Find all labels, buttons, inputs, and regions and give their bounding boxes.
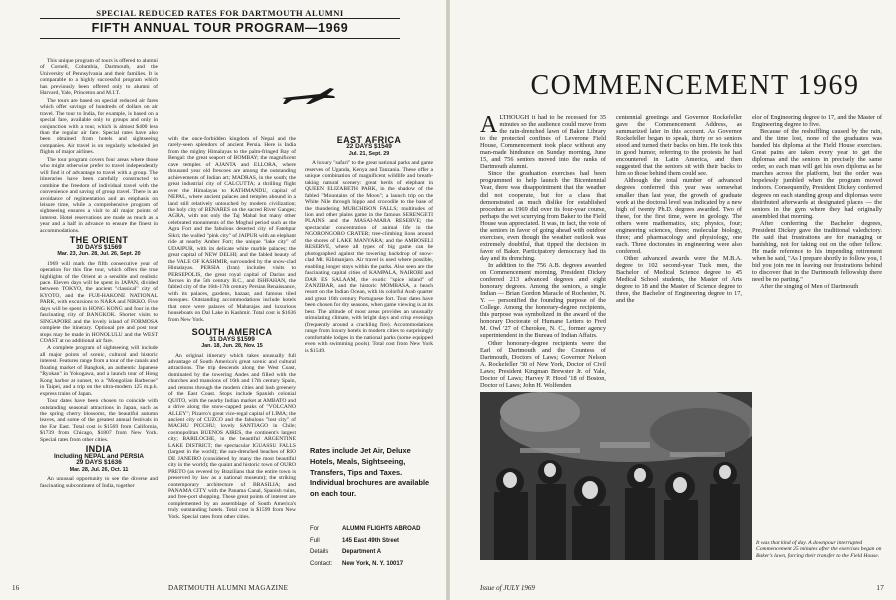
india-continued: with the once-forbidden kingdom of Nepal and the rarely-seen splendors of ancient Persia. Here is India from the mighty Himalayas to the palm-fringed Bay of Bengal: the great seaport of BOMBAY; the magnificent cave temples of AJANTA and ELLORA, where thousand year old frescoes are among the outstanding achievements of Indian art; MADRAS, in the south; the great industrial city of CALCUTTA; a thrilling flight over the Himalayas to KATHMANDU, capital of NEPAL, where ancient palaces and temples abound in a land still relatively untouched by modern civilization; the holy city of BENARES on the sacred River Ganges; AGRA, with not only the Taj Mahal but many other celebrated monuments of the Moghul period such as the Agra Fort and the fabulous deserted city of Fatehpur Sikri; the walled "pink city" of JAIPUR with an elephant ride at nearby Amber Fort; the unique "lake city" of UDAIPUR, with its delicate white marble palaces; the great capital of NEW DELHI; and the fabled beauty of the VALE OF KASHMIR, surrounded by the snow-clad Himalayas. PERSIA (Iran) includes visits to PERSEPOLIS, the great royal capital of Darius and Xerxes in the 5th century B.C., and ISHFAHAN, the fabled city of the 16th-17th century Persian Renaissance, with its palaces, gardens, bazaar, and famous tiled mosques. Outstanding accommodations include hotels that once were palaces of Maharajas and luxurious houseboats on Dal Lake in Kashmir. Total cost is $1636 from New York. [168, 136, 296, 323]
article-paragraph: LTHOUGH it had to be recessed for 35 minutes so the audience could move from the rain-drenched lawn of Baker Library to the protected confines of Leverone Field House, Commencement took place without any man-made hindrance on Sunday morning, June 15, and 756 seniors moved into the ranks of Dartmouth alumni. [480, 114, 606, 171]
east-africa-title: EAST AFRICA [336, 135, 402, 145]
india-price: 29 DAYS $1636 [76, 459, 122, 467]
contact-value: ALUMNI FLIGHTS ABROAD [342, 526, 421, 532]
drop-cap: A [480, 114, 498, 138]
issue-date-footer: Issue of JULY 1969 [480, 584, 535, 592]
ad-headline: FIFTH ANNUAL TOUR PROGRAM—1969 [91, 21, 349, 35]
right-page [450, 0, 896, 600]
rates-include-text: Rates include Jet Air, Deluxe Hotels, Meals, Sightseeing, Transfers, Tips and Taxes. Individual brochures are available on each tour. [310, 446, 430, 499]
india-dates: Mar. 28, Jul. 26, Oct. 11 [69, 466, 129, 473]
photo-caption: It was that kind of day. A downpour interrupted Commencement 25 minutes after the exercises began on Baker's lawn, forcing their transfer to the Field House. [756, 540, 882, 559]
ad-column-3 [305, 134, 433, 438]
ad-kicker: SPECIAL REDUCED RATES FOR DARTMOUTH ALUMNI [96, 8, 344, 18]
airplane-icon [280, 84, 336, 106]
article-paragraph: In addition to the 756 A.B. degrees awarded on Commencement morning, President Dickey conferred 213 advanced degrees and eight honorary degrees. Among the seniors, a single Indian — Brian Gordon Maracle of Rochester, N. Y. — personified the founding purpose of the College. Among the honorary-degree recipients, this purpose was symbolized in the award of the honorary Doctorate of Humane Letters to Fred M. Owl '27 of Cherokee, N. C., former agency superintendent in the Bureau of Indian Affairs. [480, 261, 606, 340]
page-number-right: 17 [876, 584, 884, 592]
contact-label: For [310, 526, 319, 532]
article-paragraph: centennial greetings and Governor Rockefeller gave the Commencement Address, as summarized later in this account. As Governor Rockefeller began to speak, thirty or so seniors stood and turned their backs on him. He took this in good humor, referring to the protests he had encountered in Latin America, and then suggested that the seniors sit with their backs to him so those behind them could see. [616, 114, 742, 178]
contact-row [310, 559, 440, 571]
east-africa-price: 22 DAYS $1549 [346, 143, 392, 151]
contact-value: 145 East 49th Street [342, 537, 400, 544]
ad-column-2 [168, 136, 296, 584]
orient-paragraph: Tour dates have been chosen to coincide with outstanding seasonal attractions in Japan, such as the spring cherry blossoms, the beautiful autumn leaves, and some of the greatest annual festivals in the Far East. Total cost is $1569 from California, $1739 from Chicago, $1807 from New York. Special rates from other cities. [40, 398, 158, 443]
crowd-illustration [480, 392, 752, 560]
orient-dates: Mar. 23, Jun. 28, Jul. 26, Sept. 20 [57, 251, 141, 258]
contact-label: Details [310, 549, 329, 555]
article-paragraph: Other advanced awards were the M.B.A. degree to 102 second-year Tuck men, the Bachelor of Medical Science degree to 45 Medical School students, the Master of Arts degree to 18 and the Master of Science degree to three, the Bachelor of Engineering degree to 17, and the [616, 254, 742, 305]
article-paragraph: After the singing of Men of Dartmouth [760, 283, 859, 291]
article-paragraph: Since the graduation exercises had been programmed to help launch the Bicentennial Year, there was disappointment that the weather did not cooperate, but for a class that demonstrated as much dislike for established procedure as 1969 did over its four-year course, perhaps the wet scurrying from Baker to the Field House was appreciated. It was, in fact, the vote of the seniors in favor of going ahead with outdoor exercises, even though the weather outlook was extremely doubtful, that tipped the decision in favor of Baker. Participatory democracy had its day and its drenching. [480, 170, 606, 262]
contact-label: Contact: [310, 560, 333, 567]
south-america-dates: Jan. 18, Jun. 28, Nov. 15 [201, 343, 263, 350]
contact-value: Department A [342, 549, 382, 555]
headline-rule-bottom [40, 38, 400, 39]
magazine-title-footer: DARTMOUTH ALUMNI MAGAZINE [168, 584, 289, 592]
article-paragraph: Other honorary-degree recipients were the Earl of Dartmouth and the Countess of Dartmouth, Doctors of Laws; Governor Nelson A. Rockefeller '30 of New York, Doctor of Civil Laws; President Kingman Brewster Jr. of Yale, Doctor of Laws; Harvey P. Hood '18 of Boston, Doctor of Laws; John H. Wolfenden [480, 339, 606, 389]
south-america-title: SOUTH AMERICA [191, 327, 273, 338]
article-paragraph: elor of Engineering degree to 17, and the Master of Engineering degree to five. [752, 114, 882, 129]
south-america-price: 31 DAYS $1599 [209, 335, 255, 343]
orient-paragraph: A complete program of sightseeing will include all major points of scenic, cultural and historic interest. Features range from a tour of the canals and floating market of Bangkok, an authentic Japanese "Ryokan" in Yokogawa, and a launch tour of Hong Kong harbor at sunset, to a "Mongolian Barbecue" in Taipei, and a trip on the ultra-modern 125 m.p.h. express trains of Japan. [40, 345, 158, 397]
india-subtitle: Including NEPAL and PERSIA [54, 452, 144, 460]
article-column-3 [752, 114, 882, 534]
contact-row [310, 547, 440, 559]
india-paragraph: An unusual opportunity to see the diverse and fascinating subcontinent of India, together [40, 476, 158, 489]
page-number-left: 16 [12, 584, 20, 592]
contact-row [310, 536, 440, 548]
orient-price: 30 DAYS $1569 [76, 243, 122, 251]
intro-paragraph: The tours are based on special reduced air fares which offer savings of hundreds of dollars on air travel. The tour to India, for example, is based on a special fare, available only to groups and only in conjunction with a tour, which is almost $400 less than the regular air fare. Special rates have also been obtained from hotels and sightseeing companies. Air travel is on regularly scheduled jet flights of major airlines. [40, 97, 158, 156]
article-column-2 [616, 114, 742, 388]
intro-paragraph: This unique program of tours is offered to alumni of Cornell, Columbia, Dartmouth, and the University of Pennsylvania and their families. It is comparable to a highly successful program which has previously been offered only to alumni of Harvard, Yale, Princeton and M.I.T. [40, 58, 158, 97]
article-paragraph: Because of the reshuffling caused by the rain, and the time lost, none of the graduates was handed his diploma at the Field House exercises. Great pains are taken every year to get the diplomas and the seniors in precisely the same order, so each man will get his own diploma as he marches across the platform, but the order was hopelessly jumbled when the program moved indoors. Consequently, President Dickey conferred degrees on each standing group and diplomas were distributed afterwards at designated places — the seniors in the gym where they had originally assembled that morning. [752, 128, 882, 220]
contact-block [310, 524, 440, 570]
intro-paragraph: The tour program covers four areas where those who might otherwise prefer to travel independently will find it of advantage to travel with a group. The itineraries have been carefully constructed to combine the freedom of individual travel with the convenience and saving of group travel. There is an avoidance of regimentation and an emphasis on leisure time, while a comprehensive program of sightseeing ensures a visit to all major points of interest. Hotel reservations are made as much as a year and a half in advance to ensure the finest in accommodations. [40, 156, 158, 234]
ad-column-1 [40, 58, 158, 584]
india-title: INDIA [85, 444, 113, 455]
orient-paragraph: 1969 will mark the fifth consecutive year of operation for this fine tour, which offers the true highlights of the Orient at a sensible and realistic pace. Eleven days will be spent in JAPAN, divided between TOKYO, the ancient "classical" city of KYOTO, and the FUJI-HAKONE NATIONAL PARK, with excursions to NARA and NIKKO. Five days will be spent in HONG KONG and four in the fascinating city of BANGKOK. Shorter visits to SINGAPORE and the lovely island of FORMOSA complete the itinerary. Optional pre and post tour stops may be made in HONOLULU and the WEST COAST at no additional air fare. [40, 260, 158, 345]
article-paragraph: Although the total number of advanced degrees conferred this year was somewhat smaller than last year, the growth of graduate work at the doctoral level was indicated by a new high of twenty Ph.D. degrees awarded. Two of these, for the first time, were in geology. The others were mathematics, six; physics, four; engineering sciences, three; molecular biology, three; and pharmacology and physiology, one each. Three doctorates in engineering were also conferred. [616, 177, 742, 255]
article-paragraph: After conferring the Bachelor degrees, President Dickey gave the traditional valedictory. He said that frustrations are for managing or banishing, not for taking out on the other fellow. He made reference to his impending retirement when he said, "As I prepare shortly to follow you, I bid you join me in leaving our frustrations behind to discover that in the Dartmouth fellowship there need be no parting." [752, 219, 882, 284]
contact-label: Full [310, 537, 320, 544]
headline-rule-top [40, 18, 400, 19]
article-title: COMMENCEMENT 1969 [530, 70, 860, 101]
contact-row [310, 524, 440, 536]
east-africa-dates: Jul. 21, Sept. 29 [348, 150, 390, 157]
east-africa-paragraph: A luxury "safari" to the great national parks and game reserves of Uganda, Kenya and Tanzania. These offer a unique combination of magnificent wildlife and breath-taking natural scenery: great herds of elephant in QUEEN ELIZABETH PARK, in the shadow of the fabled "Mountains of the Moon"; a launch trip on the White Nile through hippo and crocodile to the base of the thundering MURCHISON FALLS; multitudes of lion and other plains game in the famous SERENGETI PLAINS and the MASAI-MARA RESERVE; the spectacular concentration of animal life in the NGORONGORO CRATER; tree-climbing lions around the shores of LAKE MANYARA; and the AMBOSELI RESERVE, where all types of big game can be photographed against the towering backdrop of snow-clad Mt. Kilimanjaro. Air travel is used where possible, enabling longer stays within the parks. Also seen are the fascinating capital cities of KAMPALA, NAIROBI and DAR ES SALAAM, the exotic "spice island" of ZANZIBAR, and the historic MOMBASA, a beach resort on the Indian Ocean, with its colorful Arab quarter and great 16th century Portuguese fort. Tour dates have been chosen for dry seasons, when game viewing is at its best. The altitude of most areas provides an unusually stimulating climate, with bright days and crisp evenings (frequently around a crackling fire). Accommodations range from luxury hotels in modern cities to surprisingly comfortable lodges in the national parks (some equipped even with swimming pools). Total cost from New York is $1549. [305, 160, 433, 354]
contact-value: New York, N. Y. 10017 [342, 560, 404, 567]
commencement-crowd-photo [480, 392, 752, 560]
orient-title: THE ORIENT [69, 235, 129, 246]
south-america-paragraph: An original itinerary which takes unusually full advantage of South America's great scenic and cultural attractions. The trip descends along the West Coast, dominated by the towering Andes and filled with the churches and mansions of 16th and 17th century Spain, and returns through the modern cities and lush greenery of the East Coast. Stops include Spanish colonial QUITO, with the nearby Indian market at AMBATO and a drive along the snow-capped peaks of "VOLCANO ALLEY"; Pizarro's great vice-regal capital of LIMA; the ancient city of CUZCO and the fabulous "lost city" of MACHU PICCHU; lovely SANTIAGO in Chile; cosmopolitan BUENOS AIRES, the continent's largest city; BARILOCHE, in the beautiful ARGENTINE LAKE DISTRICT; the spectacular IGUASSU FALLS (largest in the world); the sun-drenched beaches of RIO DE JANEIRO (considered by many the most beautiful city in the world); the quaint and historic town of OURO PRETO (as revered by Brazilians that the entire town is preserved by law as a national museum); the striking contemporary architecture of BRASILIA; and PANAMA CITY with the Panama Canal, Spanish ruins, and free-port shopping. These great points of interest are complemented by an assemblage of South America's truly outstanding hotels. Total cost is $1599 from New York. Special rates from other cities. [168, 352, 296, 520]
left-page [0, 0, 446, 600]
